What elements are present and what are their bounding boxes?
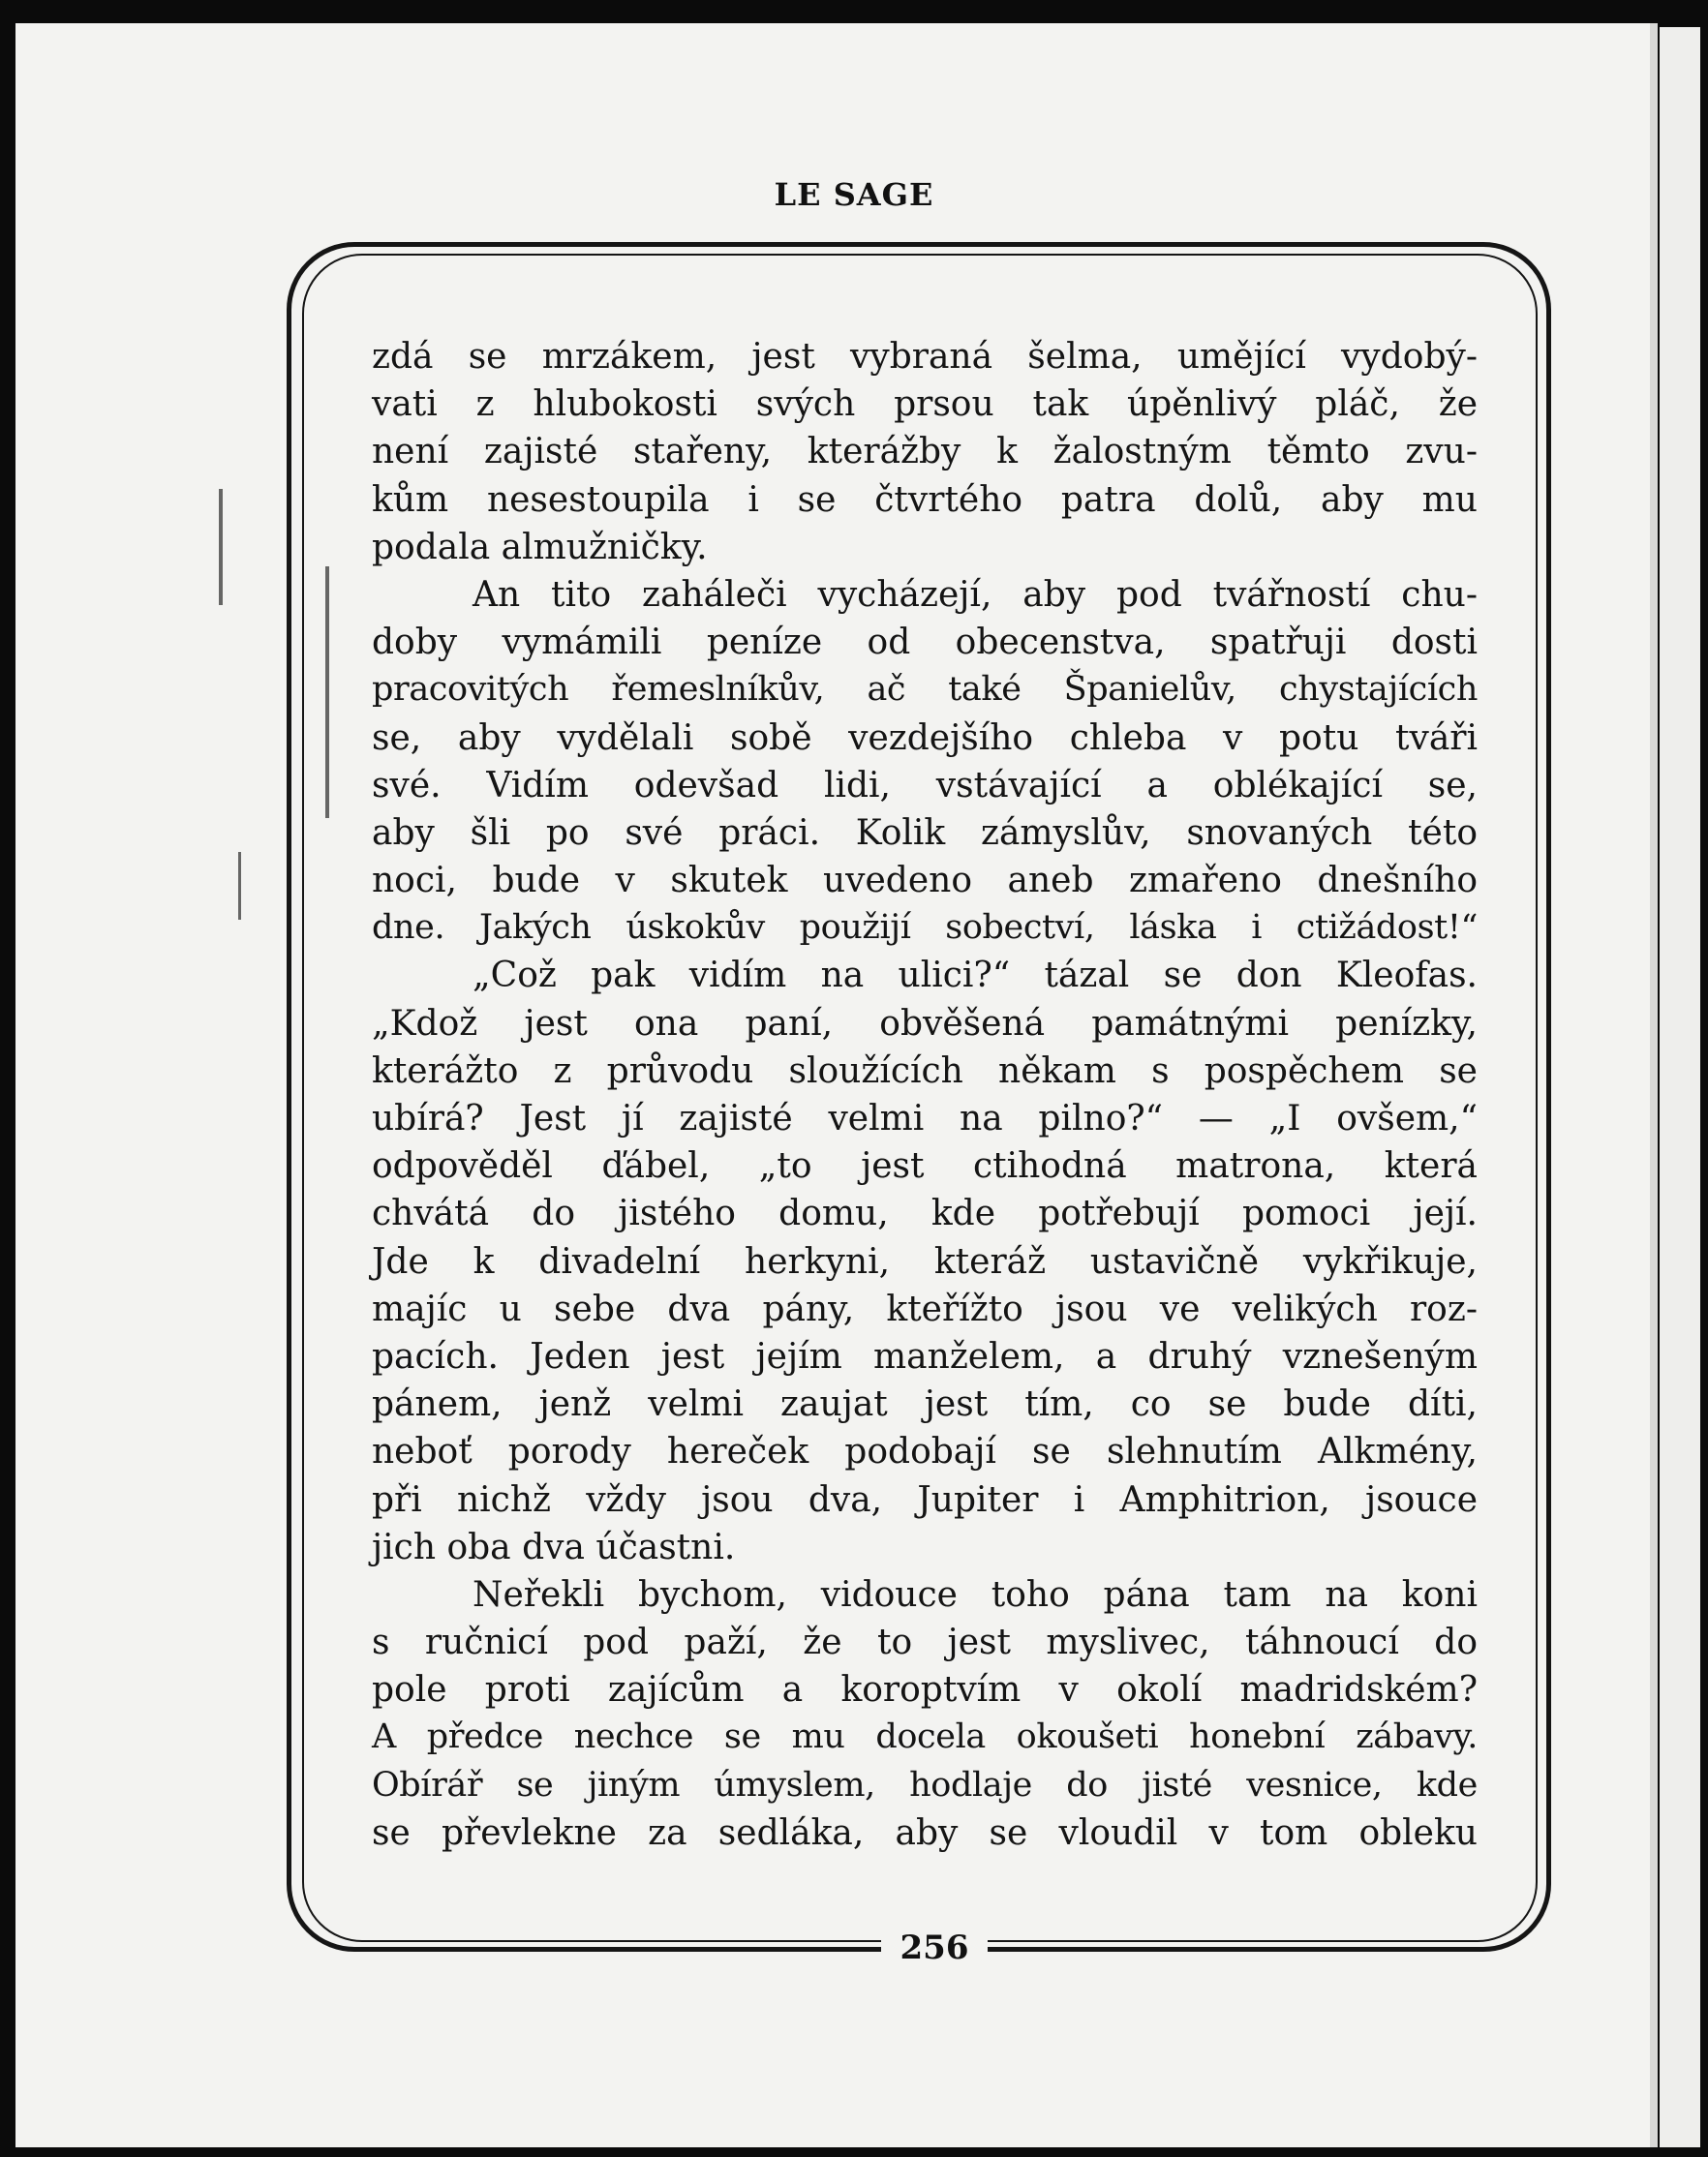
text-line: s ručnicí pod paží, že to jest myslivec, táhnoucí do xyxy=(372,1623,1478,1663)
text-line: Jde k divadelní herkyni, kteráž ustavičně vykřikuje, xyxy=(372,1241,1478,1282)
text-line: doby vymámili peníze od obecenstva, spatřuji dosti xyxy=(372,623,1478,663)
text-line: zdá se mrzákem, jest vybraná šelma, umějící vydobý- xyxy=(372,337,1478,377)
text-line: A předce nechce se mu docela okoušeti honební zábavy. xyxy=(372,1717,1478,1757)
text-line: dne. Jakých úskokův použijí sobectví, láska i ctižádost!“ xyxy=(372,908,1478,948)
text-line: se, aby vydělali sobě vezdejšího chleba v potu tváři xyxy=(372,717,1478,758)
margin-mark xyxy=(238,852,241,920)
text-line: noci, bude v skutek uvedeno aneb zmařeno dnešního xyxy=(372,861,1478,901)
text-line: kům nesestoupila i se čtvrtého patra dolů, aby mu xyxy=(372,479,1478,520)
text-line: pánem, jenž velmi zaujat jest tím, co se bude díti, xyxy=(372,1384,1478,1425)
text-line: není zajisté stařeny, kterážby k žalostným těmto zvu- xyxy=(372,432,1478,472)
text-line: aby šli po své práci. Kolik zámyslův, snovaných této xyxy=(372,812,1478,853)
text-line: pracovitých řemeslníkův, ač také Španielův, chystajících xyxy=(372,670,1478,710)
text-line: majíc u sebe dva pány, kteřížto jsou ve velikých roz- xyxy=(372,1289,1478,1329)
page-edge xyxy=(1650,23,1658,2147)
text-line: jich oba dva účastni. xyxy=(372,1527,736,1567)
text-line: pacích. Jeden jest jejím manželem, a druhý vznešeným xyxy=(372,1336,1478,1377)
text-line: chvátá do jistého domu, kde potřebují pomoci její. xyxy=(372,1194,1478,1234)
text-line: se převlekne za sedláka, aby se vloudil v tom obleku xyxy=(372,1812,1478,1853)
text-line: kterážto z průvodu sloužících někam s pospěchem se xyxy=(372,1050,1478,1091)
text-line: vati z hlubokosti svých prsou tak úpěnlivý pláč, že xyxy=(372,384,1478,425)
margin-mark xyxy=(219,489,223,605)
text-line: „Což pak vidím na ulici?“ tázal se don Kleofas. xyxy=(473,956,1478,996)
text-line: „Kdož jest ona paní, obvěšená památnými penízky, xyxy=(372,1003,1478,1044)
text-line: odpověděl ďábel, „to jest ctihodná matrona, která xyxy=(372,1146,1478,1187)
page-number: 256 xyxy=(900,1929,969,1967)
text-line: ubírá? Jest jí zajisté velmi na pilno?“ — „I ovšem,“ xyxy=(372,1099,1478,1139)
text-line: své. Vidím odevšad lidi, vstávající a oblékající se, xyxy=(372,765,1478,805)
body-text xyxy=(372,333,1478,1857)
text-line: pole proti zajícům a koroptvím v okolí madridském? xyxy=(372,1670,1478,1711)
adjacent-page-strip xyxy=(1660,27,1700,2147)
running-header: LE SAGE xyxy=(774,176,934,213)
text-line: Obírář se jiným úmyslem, hodlaje do jisté vesnice, kde xyxy=(372,1765,1478,1805)
text-line: neboť porody hereček podobají se slehnutím Alkmény, xyxy=(372,1432,1478,1473)
text-line: Neřekli bychom, vidouce toho pána tam na koni xyxy=(473,1574,1478,1615)
text-line: podala almužničky. xyxy=(372,527,708,567)
text-line: při nichž vždy jsou dva, Jupiter i Amphitrion, jsouce xyxy=(372,1479,1478,1520)
text-line: An tito zaháleči vycházejí, aby pod tvářností chu- xyxy=(473,574,1478,615)
